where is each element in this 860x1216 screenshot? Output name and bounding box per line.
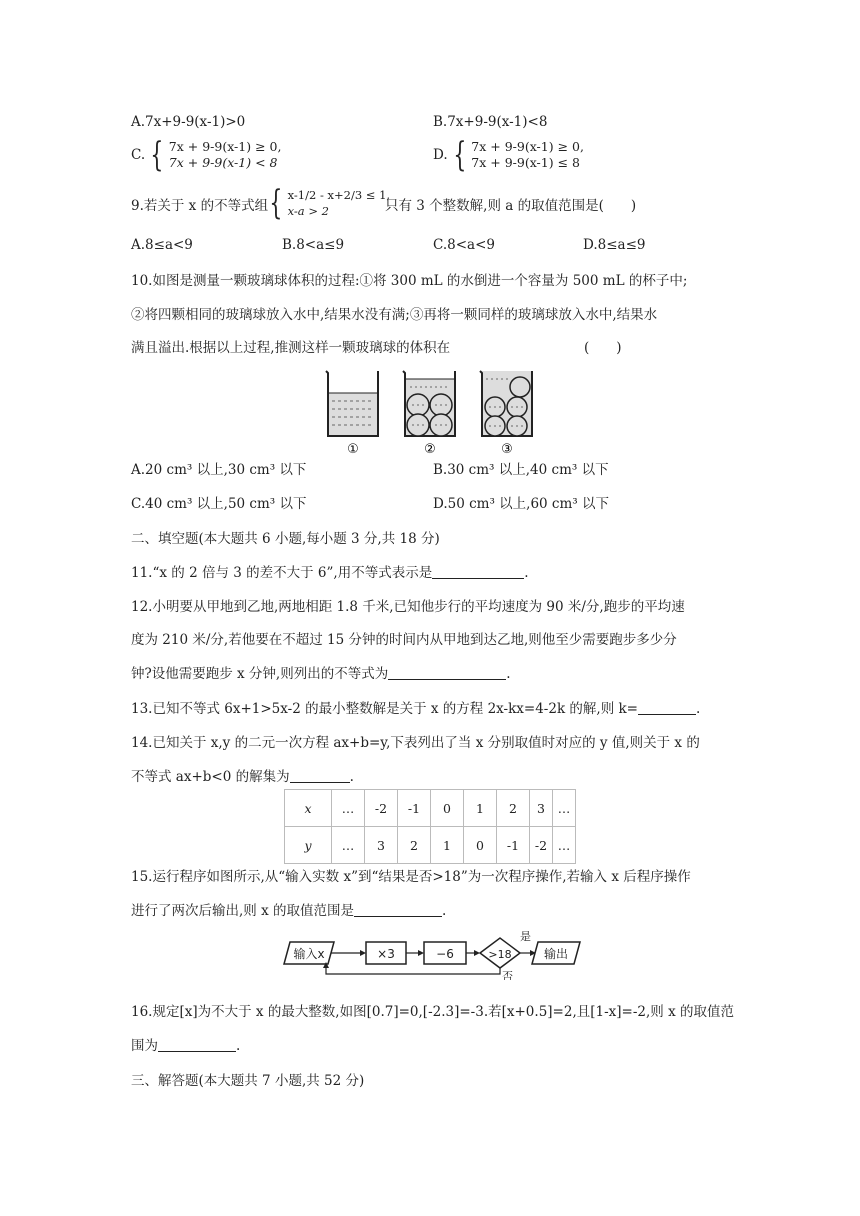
- q15-answer-blank[interactable]: [354, 902, 442, 917]
- beaker-3-label: ③: [501, 442, 513, 457]
- table-cell: …: [553, 827, 576, 864]
- q12-line1: 12.小明要从甲地到乙地,两地相距 1.8 千米,已知他步行的平均速度为 90 米/分,跑步的平均速: [131, 599, 685, 615]
- q14-answer-blank[interactable]: [290, 768, 350, 783]
- q12-line3: 钟?设他需要跑步 x 分钟,则列出的不等式为 .: [131, 666, 511, 682]
- flow-subtract-label: −6: [436, 947, 454, 961]
- q8-option-d-label: D.: [433, 147, 448, 163]
- table-cell: 2: [398, 827, 431, 864]
- q10-option-b: B.30 cm³ 以上,40 cm³ 以下: [433, 462, 609, 478]
- table-cell: -1: [398, 790, 431, 827]
- q11-answer-blank[interactable]: [432, 564, 524, 579]
- q14-value-table: [284, 789, 576, 864]
- q9-system-line2: x-a > 2: [287, 204, 329, 218]
- q8-option-a: A.7x+9-9(x-1)>0: [131, 114, 246, 130]
- q16-stem: 围为: [131, 1038, 158, 1054]
- q15-line2: 进行了两次后输出,则 x 的取值范围是 .: [131, 903, 447, 919]
- flow-multiply-label: ×3: [377, 947, 395, 961]
- table-cell: 2: [497, 790, 530, 827]
- flow-no-label: 否: [502, 970, 513, 980]
- table-cell: 1: [464, 790, 497, 827]
- beaker-2: [403, 371, 455, 436]
- q8-option-b: B.7x+9-9(x-1)<8: [433, 114, 548, 130]
- q14-line1: 14.已知关于 x,y 的二元一次方程 ax+b=y,下表列出了当 x 分别取值时对应的 y 值,则关于 x 的: [131, 735, 700, 751]
- table-cell: y: [285, 827, 332, 864]
- q8-option-c: C. { 7x + 9-9(x-1) ≥ 0, 7x + 9-9(x-1) < 8: [131, 135, 282, 175]
- table-cell: x: [285, 790, 332, 827]
- q8-option-c-line2: 7x + 9-9(x-1) < 8: [168, 155, 278, 170]
- q10-line3: 满且溢出.根据以上过程,推测这样一颗玻璃球的体积在: [131, 340, 451, 356]
- q13-answer-blank[interactable]: [638, 700, 696, 715]
- table-cell: 0: [431, 790, 464, 827]
- q12-line2: 度为 210 米/分,若他要在不超过 15 分钟的时间内从甲地到达乙地,则他至少需要跑步多少分: [131, 632, 677, 648]
- program-flowchart: [280, 928, 610, 980]
- q8-option-d: D. { 7x + 9-9(x-1) ≥ 0, 7x + 9-9(x-1) ≤ 8: [433, 135, 584, 175]
- q10-line2: ②将四颗相同的玻璃球放入水中,结果水没有满;③再将一颗同样的玻璃球放入水中,结果水: [131, 307, 658, 323]
- q8-option-d-line1: 7x + 9-9(x-1) ≥ 0,: [471, 139, 584, 154]
- q10-option-a: A.20 cm³ 以上,30 cm³ 以下: [131, 462, 307, 478]
- table-cell: -2: [530, 827, 553, 864]
- flow-output-label: 输出: [543, 947, 569, 961]
- q11-stem: 11.“x 的 2 倍与 3 的差不大于 6”,用不等式表示是: [131, 565, 433, 581]
- q15-stem: 进行了两次后输出,则 x 的取值范围是: [131, 903, 354, 919]
- flow-yes-label: 是: [520, 930, 531, 943]
- q10-paren: ( ): [584, 340, 622, 356]
- table-cell: 3: [530, 790, 553, 827]
- q9-system: { x-1/2 - x+2/3 ≤ 1, x-a > 2: [269, 183, 391, 223]
- q9-suffix: 只有 3 个整数解,则 a 的取值范围是( ): [385, 198, 637, 214]
- q11-text: 11.“x 的 2 倍与 3 的差不大于 6”,用不等式表示是 .: [131, 565, 529, 581]
- flow-condition-label: >18: [488, 948, 512, 961]
- beaker-3: [480, 371, 532, 436]
- q13-stem: 13.已知不等式 6x+1>5x-2 的最小整数解是关于 x 的方程 2x-kx=4-2k 的解,则 k=: [131, 701, 638, 717]
- q16-answer-blank[interactable]: [158, 1037, 236, 1052]
- table-cell: 1: [431, 827, 464, 864]
- q15-line1: 15.运行程序如图所示,从“输入实数 x”到“结果是否>18”为一次程序操作,若输入 x 后程序操作: [131, 869, 691, 885]
- table-cell: -1: [497, 827, 530, 864]
- q10-option-d: D.50 cm³ 以上,60 cm³ 以下: [433, 496, 609, 512]
- q12-answer-blank[interactable]: [388, 665, 506, 680]
- section-3-heading: 三、解答题(本大题共 7 小题,共 52 分): [131, 1073, 365, 1089]
- q14-line2: 不等式 ax+b<0 的解集为 .: [131, 769, 354, 785]
- q9-option-a: A.8≤a<9: [131, 237, 193, 253]
- table-cell: …: [332, 827, 365, 864]
- q14-stem: 不等式 ax+b<0 的解集为: [131, 769, 290, 785]
- table-cell: -2: [365, 790, 398, 827]
- q9-option-d: D.8≤a≤9: [583, 237, 646, 253]
- q9-system-line1: x-1/2 - x+2/3 ≤ 1,: [287, 188, 391, 202]
- table-cell: 3: [365, 827, 398, 864]
- q9-prefix: 9.若关于 x 的不等式组: [131, 198, 269, 214]
- section-2-heading: 二、填空题(本大题共 6 小题,每小题 3 分,共 18 分): [131, 531, 440, 547]
- table-row-y: [285, 827, 576, 864]
- table-cell: 0: [464, 827, 497, 864]
- beaker-1-label: ①: [347, 442, 359, 457]
- q10-line1: 10.如图是测量一颗玻璃球体积的过程:①将 300 mL 的水倒进一个容量为 500 mL 的杯子中;: [131, 273, 688, 289]
- table-row-x: [285, 790, 576, 827]
- beaker-1: [326, 371, 378, 436]
- q10-option-c: C.40 cm³ 以上,50 cm³ 以下: [131, 496, 307, 512]
- q8-option-c-label: C.: [131, 147, 146, 163]
- flow-input-label: 输入x: [293, 947, 325, 961]
- q13-text: 13.已知不等式 6x+1>5x-2 的最小整数解是关于 x 的方程 2x-kx=4-2k 的解,则 k= .: [131, 701, 701, 717]
- table-cell: …: [332, 790, 365, 827]
- q12-stem: 钟?设他需要跑步 x 分钟,则列出的不等式为: [131, 666, 389, 682]
- q9-option-b: B.8<a≤9: [282, 237, 345, 253]
- beaker-2-label: ②: [424, 442, 436, 457]
- q8-option-c-line1: 7x + 9-9(x-1) ≥ 0,: [168, 139, 282, 154]
- beaker-figure: [320, 365, 545, 457]
- q8-option-d-line2: 7x + 9-9(x-1) ≤ 8: [471, 155, 580, 170]
- table-cell: …: [553, 790, 576, 827]
- q9-option-c: C.8<a<9: [433, 237, 495, 253]
- q16-line1: 16.规定[x]为不大于 x 的最大整数,如图[0.7]=0,[-2.3]=-3.若[x+0.5]=2,且[1-x]=-2,则 x 的取值范: [131, 1004, 734, 1020]
- q16-line2: 围为 .: [131, 1038, 241, 1054]
